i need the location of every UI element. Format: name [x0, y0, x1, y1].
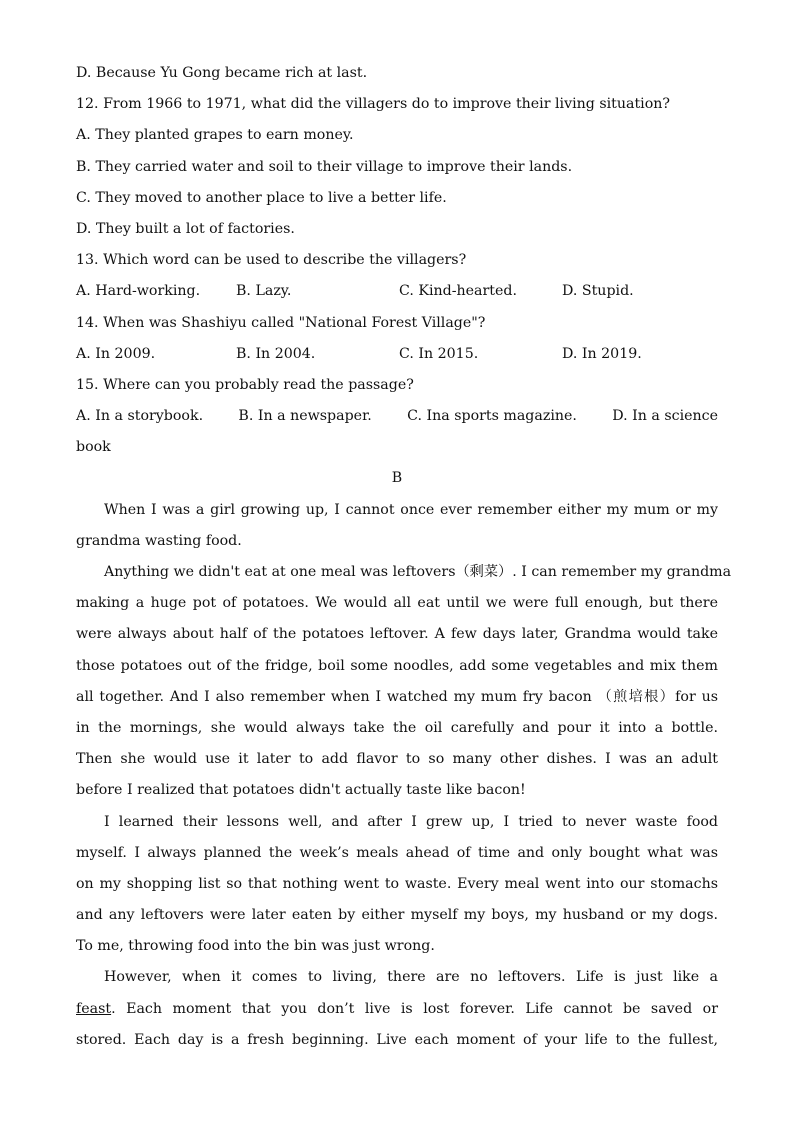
paragraph-1: [76, 495, 718, 557]
q13-option-c: C. Kind-hearted.: [399, 283, 517, 300]
q14-option-c: C. In 2015.: [399, 345, 479, 362]
paragraph-line: However, when it comes to living, there are no leftovers. Life is just like a: [104, 969, 718, 986]
paragraph-line: [76, 994, 718, 1025]
q15-option-a: A. In a storybook.: [76, 408, 204, 425]
q14-question: 14. When was Shashiyu called "National Forest Village"?: [76, 314, 486, 331]
q13-options: [76, 276, 718, 307]
paragraph-line: When I was a girl growing up, I cannot once ever remember either my mum or my: [104, 501, 718, 518]
paragraph-line: Then she would use it later to add flavor to so many other dishes. I was an adult: [76, 751, 718, 768]
q13-option-d: D. Stupid.: [562, 283, 634, 300]
q12-option-a: A. They planted grapes to earn money.: [76, 127, 354, 144]
q14-option-a: A. In 2009.: [76, 345, 156, 362]
paragraph-line: To me, throwing food into the bin was just wrong.: [76, 938, 435, 955]
q15-question: 15. Where can you probably read the passage?: [76, 376, 414, 393]
q12-option-d: D. They built a lot of factories.: [76, 220, 295, 237]
paragraph-line: all together. And I also remember when I watched my mum fry bacon （煎培根）for us: [76, 688, 718, 705]
q12-question: 12. From 1966 to 1971, what did the villagers do to improve their living situation?: [76, 96, 671, 113]
paragraph-2: [76, 557, 732, 807]
q11-option-d: D. Because Yu Gong became rich at last.: [76, 65, 368, 81]
q14-options: [76, 339, 718, 370]
q15-option-d: D. In a science: [612, 408, 718, 425]
paragraph-4: [76, 962, 718, 1056]
q12-option-c: C. They moved to another place to live a better life.: [76, 189, 447, 206]
q15-options: [76, 401, 718, 432]
q13-option-a: A. Hard-working.: [76, 283, 201, 300]
exam-page: [76, 58, 732, 1056]
q14-option-d: D. In 2019.: [562, 345, 642, 362]
q13-question: 13. Which word can be used to describe the villagers?: [76, 252, 467, 269]
q15-option-d-continued: book: [76, 439, 111, 456]
q13-option-b: B. Lazy.: [236, 283, 292, 300]
paragraph-line: Anything we didn't eat at one meal was leftovers（剩菜）. I can remember my grandma: [104, 564, 732, 580]
paragraph-line: were always about half of the potatoes leftover. A few days later, Grandma would take: [76, 626, 718, 643]
paragraph-line: stored. Each day is a fresh beginning. Live each moment of your life to the fullest,: [76, 1031, 718, 1048]
paragraph-line: and any leftovers were later eaten by either myself my boys, my husband or my dogs.: [76, 907, 718, 924]
paragraph-line-rest: . Each moment that you don’t live is lost forever. Life cannot be saved or: [111, 1000, 718, 1017]
underlined-word: feast: [76, 1000, 112, 1017]
q14-option-b: B. In 2004.: [236, 345, 316, 362]
paragraph-line: myself. I always planned the week’s meals ahead of time and only bought what was: [76, 844, 718, 861]
q12-option-b: B. They carried water and soil to their village to improve their lands.: [76, 158, 573, 175]
paragraph-3: [76, 807, 718, 963]
q15-option-c: C. Ina sports magazine.: [407, 408, 577, 425]
paragraph-line: before I realized that potatoes didn't actually taste like bacon!: [76, 782, 526, 799]
paragraph-line: making a huge pot of potatoes. We would all eat until we were full enough, but there: [76, 595, 718, 612]
paragraph-line: grandma wasting food.: [76, 532, 242, 549]
section-heading: B: [391, 470, 403, 487]
q15-option-b: B. In a newspaper.: [238, 408, 372, 425]
paragraph-line: on my shopping list so that nothing went to waste. Every meal went into our stomachs: [76, 875, 718, 892]
paragraph-line: I learned their lessons well, and after I grew up, I tried to never waste food: [104, 813, 718, 830]
paragraph-line: in the mornings, she would always take the oil carefully and pour it into a bottle.: [76, 719, 718, 736]
paragraph-line: those potatoes out of the fridge, boil some noodles, add some vegetables and mix them: [76, 657, 718, 674]
